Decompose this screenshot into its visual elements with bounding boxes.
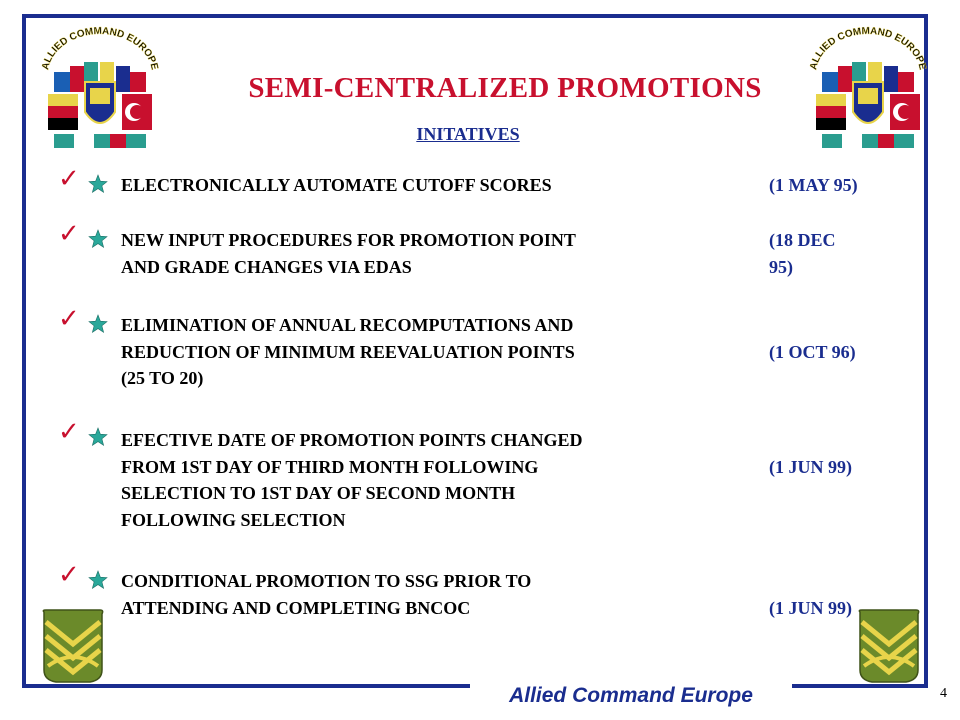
star-icon: [88, 174, 108, 194]
slide-subtitle: INITATIVES: [416, 124, 520, 144]
sergeant-chevron-icon: [854, 608, 924, 686]
star-icon: [88, 229, 108, 249]
description-line: REDUCTION OF MINIMUM REEVALUATION POINTS: [121, 341, 575, 362]
date-line: [769, 312, 879, 339]
description-line: ELECTRONICALLY AUTOMATE CUTOFF SCORES: [121, 175, 552, 195]
date-line: (18 DEC: [769, 230, 836, 250]
date-line: (1 JUN 99): [769, 597, 852, 618]
initiative-description: [121, 172, 751, 199]
initiative-date: [769, 427, 879, 480]
emblem-text-left: ALLIED COMMAND EUROPE: [40, 25, 160, 71]
initiative-date: [769, 227, 879, 280]
star-icon: [88, 314, 108, 334]
date-line: [769, 568, 879, 595]
description-line: NEW INPUT PROCEDURES FOR PROMOTION POINT: [121, 230, 576, 250]
description-line: AND GRADE CHANGES VIA EDAS: [121, 256, 412, 277]
description-line: EFECTIVE DATE OF PROMOTION POINTS CHANGED: [121, 430, 583, 450]
page-number: 4: [940, 686, 947, 701]
description-line: ELIMINATION OF ANNUAL RECOMPUTATIONS AND: [121, 315, 574, 335]
date-line: 95): [769, 256, 793, 277]
sergeant-chevron-icon: [38, 608, 108, 686]
initiative-description: [121, 427, 751, 533]
star-icon: [88, 427, 108, 447]
allied-command-emblem-left: [30, 22, 170, 162]
star-icon: [88, 570, 108, 590]
emblem-text-right: ALLIED COMMAND EUROPE: [808, 25, 928, 71]
footer-label: Allied Command Europe: [509, 684, 753, 707]
check-icon: ✓: [58, 219, 80, 249]
initiative-date: [769, 312, 879, 365]
allied-command-emblem-right: [798, 22, 938, 162]
description-line: FROM 1ST DAY OF THIRD MONTH FOLLOWING: [121, 456, 539, 477]
check-icon: ✓: [58, 560, 80, 590]
initiative-description: [121, 568, 751, 621]
initiative-description: [121, 312, 751, 392]
check-icon: ✓: [58, 164, 80, 194]
initiative-date: [769, 172, 879, 199]
date-line: (1 OCT 96): [769, 341, 856, 362]
check-icon: ✓: [58, 417, 80, 447]
description-line: CONDITIONAL PROMOTION TO SSG PRIOR TO: [121, 571, 532, 591]
check-icon: ✓: [58, 304, 80, 334]
initiative-description: [121, 227, 751, 280]
slide-title: SEMI-CENTRALIZED PROMOTIONS: [248, 72, 762, 104]
date-line: (1 JUN 99): [769, 456, 852, 477]
date-line: (1 MAY 95): [769, 175, 858, 195]
description-line: (25 TO 20): [121, 368, 204, 388]
date-line: [769, 427, 879, 454]
description-line: SELECTION TO 1ST DAY OF SECOND MONTH: [121, 483, 516, 503]
description-line: ATTENDING AND COMPLETING BNCOC: [121, 597, 471, 618]
description-line: FOLLOWING SELECTION: [121, 509, 346, 530]
